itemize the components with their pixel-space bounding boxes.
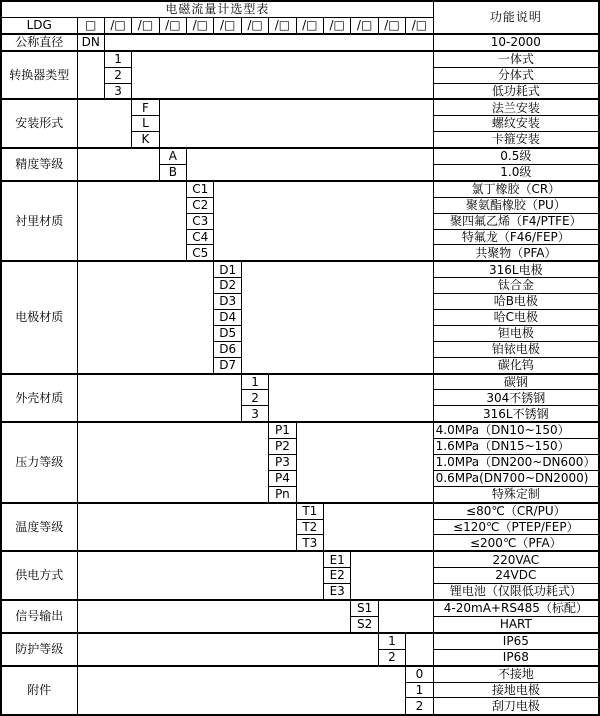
model-code-box: /□ xyxy=(269,17,296,33)
option-code: C4 xyxy=(187,229,214,245)
option-code: T2 xyxy=(296,519,323,535)
option-description: 304不锈钢 xyxy=(433,390,599,406)
option-code: 2 xyxy=(378,649,405,665)
right-spacer xyxy=(241,261,433,373)
option-description: 碳化钨 xyxy=(433,357,599,373)
model-code-box: /□ xyxy=(324,17,351,33)
left-spacer xyxy=(77,99,132,148)
option-code: D1 xyxy=(214,261,241,277)
category-label: 精度等级 xyxy=(1,148,77,181)
category-label: 安装形式 xyxy=(1,99,77,148)
right-spacer xyxy=(269,374,433,423)
option-code: D3 xyxy=(214,294,241,310)
option-code: P2 xyxy=(269,439,296,455)
function-column-header: 功能说明 xyxy=(433,1,599,34)
option-code: 1 xyxy=(406,682,433,698)
option-code: E3 xyxy=(324,584,351,600)
option-code: T1 xyxy=(296,503,323,519)
option-description: 氯丁橡胶（CR） xyxy=(433,181,599,197)
right-spacer xyxy=(214,181,433,261)
option-code: P1 xyxy=(269,422,296,438)
category-label: 电极材质 xyxy=(1,261,77,373)
option-code: 3 xyxy=(104,83,131,99)
model-code-box: /□ xyxy=(214,17,241,33)
left-spacer xyxy=(77,374,241,423)
left-spacer xyxy=(77,666,406,715)
right-spacer xyxy=(104,34,433,51)
right-spacer xyxy=(351,551,433,600)
option-description: 聚氨酯橡胶（PU） xyxy=(433,197,599,213)
option-code: 3 xyxy=(241,406,268,422)
option-description: 钽电极 xyxy=(433,325,599,341)
option-description: HART xyxy=(433,616,599,632)
left-spacer xyxy=(77,51,104,100)
model-code-box: /□ xyxy=(132,17,159,33)
option-description: 法兰安装 xyxy=(433,99,599,115)
category-label: 压力等级 xyxy=(1,422,77,502)
option-code: P3 xyxy=(269,455,296,471)
option-description: 低功耗式 xyxy=(433,83,599,99)
option-description: 0.5级 xyxy=(433,148,599,164)
option-description: ≤80℃（CR/PU） xyxy=(433,503,599,519)
left-spacer xyxy=(77,181,187,261)
option-code: 2 xyxy=(241,390,268,406)
right-spacer xyxy=(132,51,433,100)
left-spacer xyxy=(77,261,214,373)
option-code: 2 xyxy=(104,67,131,83)
option-description: 碳钢 xyxy=(433,374,599,390)
option-description: 特殊定制 xyxy=(433,486,599,502)
left-spacer xyxy=(77,600,351,633)
option-description: ≤120℃（PTEP/FEP） xyxy=(433,519,599,535)
right-spacer xyxy=(378,600,433,633)
option-description: 哈B电极 xyxy=(433,294,599,310)
option-description: 1.6MPa（DN15~150） xyxy=(433,439,599,455)
option-code: T3 xyxy=(296,535,323,551)
option-description: 316L电极 xyxy=(433,261,599,277)
category-label: 供电方式 xyxy=(1,551,77,600)
option-code: B xyxy=(159,165,186,181)
option-code: E2 xyxy=(324,568,351,584)
model-code-box: /□ xyxy=(104,17,131,33)
model-code-box: □ xyxy=(77,17,104,33)
option-code: A xyxy=(159,148,186,164)
option-code: Pn xyxy=(269,486,296,502)
option-description: 铂铱电极 xyxy=(433,341,599,357)
option-description: 分体式 xyxy=(433,67,599,83)
option-code: 1 xyxy=(378,633,405,649)
model-code-box: /□ xyxy=(378,17,405,33)
category-label: 温度等级 xyxy=(1,503,77,552)
option-code: L xyxy=(132,116,159,132)
option-code: C1 xyxy=(187,181,214,197)
model-code-box: /□ xyxy=(241,17,268,33)
option-code: 1 xyxy=(241,374,268,390)
option-description: 不接地 xyxy=(433,666,599,682)
option-code: 1 xyxy=(104,51,131,67)
option-code: C2 xyxy=(187,197,214,213)
category-label: 信号输出 xyxy=(1,600,77,633)
option-description: 接地电极 xyxy=(433,682,599,698)
option-code: K xyxy=(132,132,159,148)
option-code: E1 xyxy=(324,551,351,567)
option-description: 一体式 xyxy=(433,51,599,67)
table-title: 电磁流量计选型表 xyxy=(1,1,433,17)
model-code-box: /□ xyxy=(351,17,378,33)
right-spacer xyxy=(296,422,433,502)
option-description: 刮刀电极 xyxy=(433,698,599,715)
model-prefix: LDG xyxy=(1,17,77,33)
option-code: C5 xyxy=(187,245,214,261)
option-code: C3 xyxy=(187,213,214,229)
option-code: DN xyxy=(77,34,104,51)
left-spacer xyxy=(77,148,159,181)
left-spacer xyxy=(77,633,378,666)
right-spacer xyxy=(187,148,434,181)
right-spacer xyxy=(159,99,433,148)
option-description: 316L不锈钢 xyxy=(433,406,599,422)
right-spacer xyxy=(324,503,434,552)
left-spacer xyxy=(77,422,269,502)
option-description: 锂电池（仅限低功耗式） xyxy=(433,584,599,600)
option-description: 220VAC xyxy=(433,551,599,567)
option-code: D6 xyxy=(214,341,241,357)
option-description: 10-2000 xyxy=(433,34,599,51)
option-description: 卡箍安装 xyxy=(433,132,599,148)
option-code: S1 xyxy=(351,600,378,616)
category-label: 转换器类型 xyxy=(1,51,77,100)
model-code-box: /□ xyxy=(159,17,186,33)
option-description: ≤200℃（PFA） xyxy=(433,535,599,551)
option-description: 聚四氟乙烯（F4/PTFE） xyxy=(433,213,599,229)
option-description: 4-20mA+RS485（标配） xyxy=(433,600,599,616)
option-description: 0.6MPa(DN700~DN2000) xyxy=(433,470,599,486)
option-description: 螺纹安装 xyxy=(433,116,599,132)
model-code-box: /□ xyxy=(296,17,323,33)
option-code: 0 xyxy=(406,666,433,682)
right-spacer xyxy=(406,633,433,666)
option-code: P4 xyxy=(269,470,296,486)
option-description: 1.0MPa（DN200~DN600） xyxy=(433,455,599,471)
option-description: 共聚物（PFA） xyxy=(433,245,599,261)
option-description: 4.0MPa（DN10~150） xyxy=(433,422,599,438)
category-label: 防护等级 xyxy=(1,633,77,666)
category-label: 公称直径 xyxy=(1,34,77,51)
option-description: 24VDC xyxy=(433,568,599,584)
option-description: 1.0级 xyxy=(433,165,599,181)
option-description: IP65 xyxy=(433,633,599,649)
option-code: D5 xyxy=(214,325,241,341)
option-description: IP68 xyxy=(433,649,599,665)
option-code: D4 xyxy=(214,310,241,326)
model-code-box: /□ xyxy=(406,17,433,33)
option-code: S2 xyxy=(351,616,378,632)
option-code: 2 xyxy=(406,698,433,715)
category-label: 外壳材质 xyxy=(1,374,77,423)
option-code: F xyxy=(132,99,159,115)
option-code: D2 xyxy=(214,278,241,294)
option-description: 特氟龙（F46/FEP） xyxy=(433,229,599,245)
option-description: 钛合金 xyxy=(433,278,599,294)
option-description: 哈C电极 xyxy=(433,310,599,326)
left-spacer xyxy=(77,503,296,552)
left-spacer xyxy=(77,551,324,600)
category-label: 附件 xyxy=(1,666,77,715)
category-label: 衬里材质 xyxy=(1,181,77,261)
option-code: D7 xyxy=(214,357,241,373)
model-code-box: /□ xyxy=(187,17,214,33)
